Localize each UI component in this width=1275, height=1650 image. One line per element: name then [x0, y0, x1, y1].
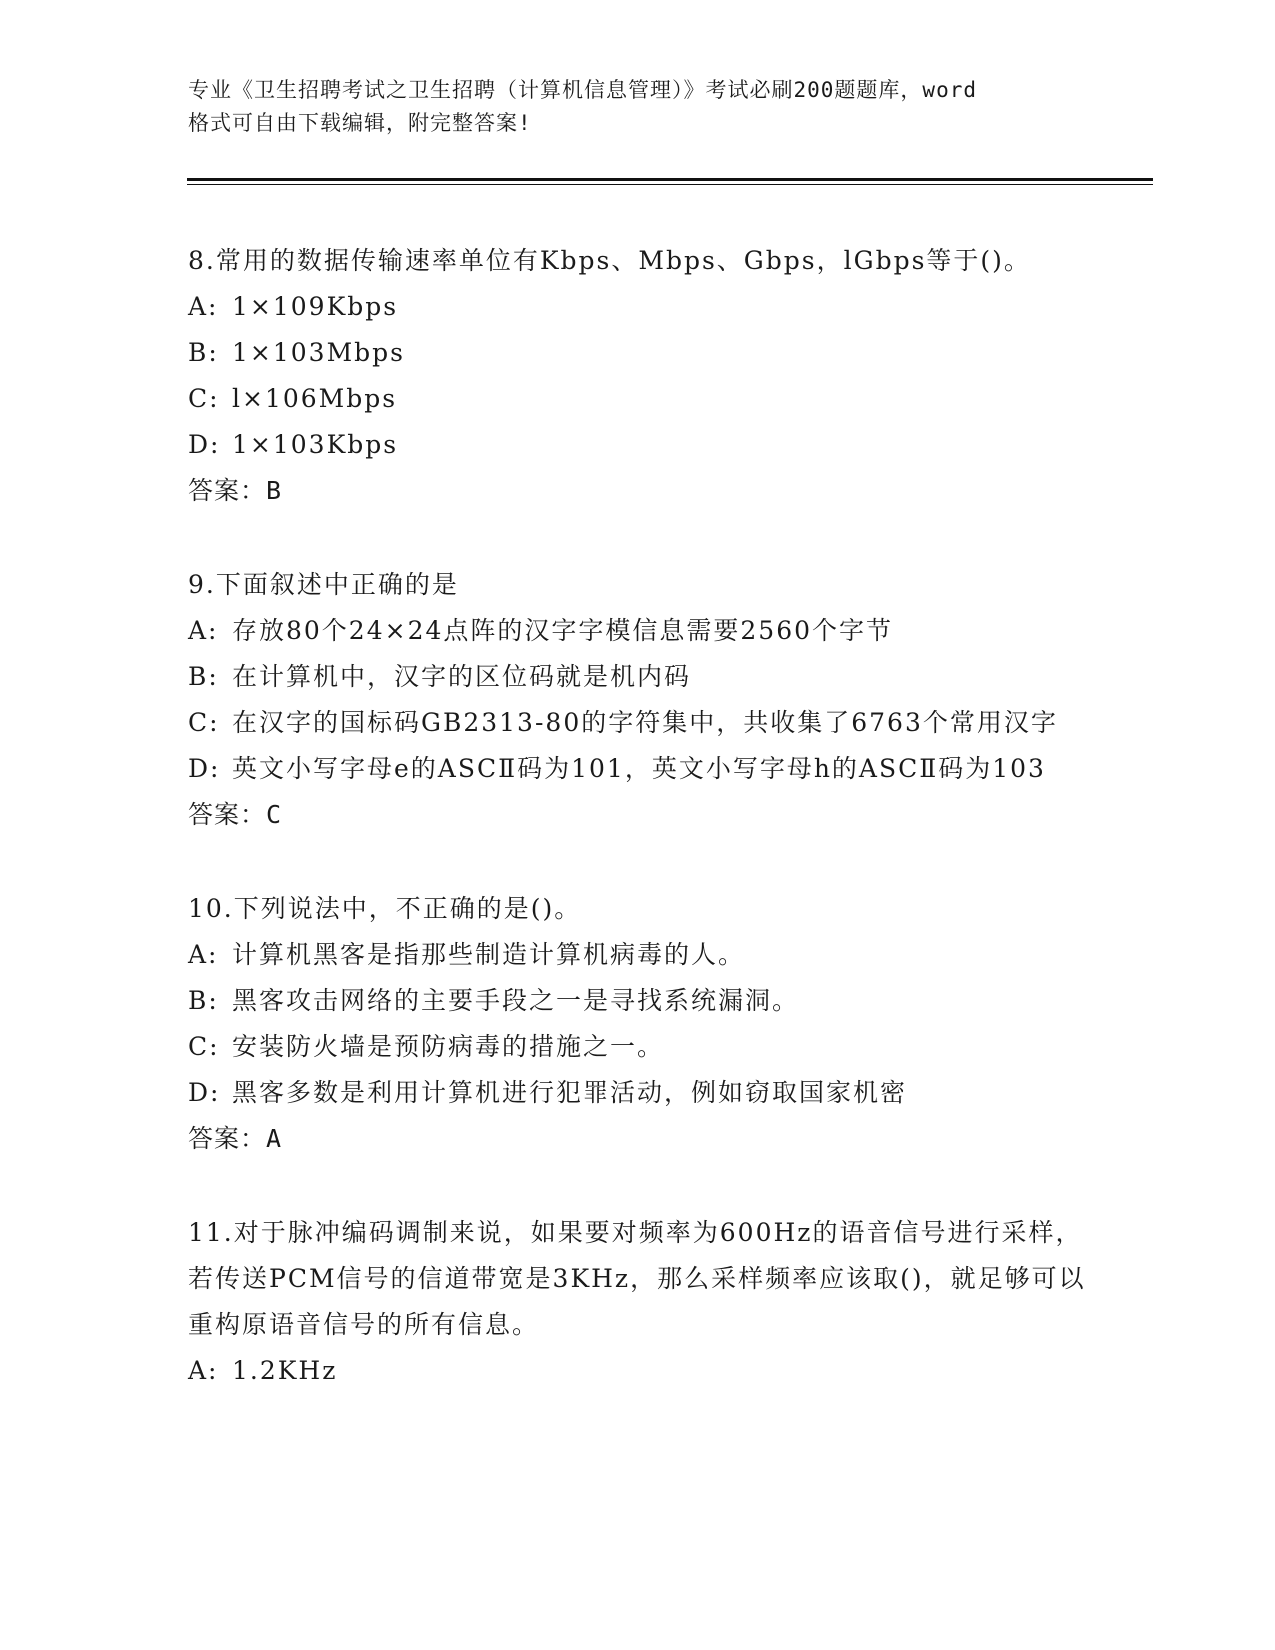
header-divider-thin — [187, 184, 1153, 185]
question-9 — [188, 562, 1088, 838]
option-b — [188, 978, 1088, 1024]
question-11 — [188, 1210, 1088, 1394]
answer: 答案：A — [188, 1124, 283, 1153]
option-text: 1×103Mbps — [232, 338, 406, 367]
option-label: A: — [188, 940, 219, 969]
option-text: 1.2KHz — [232, 1356, 338, 1385]
option-label: A: — [188, 616, 219, 645]
option-text: 安装防火墙是预防病毒的措施之一。 — [232, 1032, 665, 1061]
option-label: C: — [188, 708, 220, 737]
option-text: 黑客多数是利用计算机进行犯罪活动，例如窃取国家机密 — [232, 1078, 908, 1107]
option-text: 1×109Kbps — [232, 292, 399, 321]
option-d — [188, 422, 1088, 468]
option-label: A: — [188, 1356, 219, 1385]
option-text: 在汉字的国标码GB2313-80的字符集中，共收集了6763个常用汉字 — [232, 708, 1058, 737]
option-label: D: — [188, 754, 221, 783]
option-text: 计算机黑客是指那些制造计算机病毒的人。 — [232, 940, 746, 969]
header-line-1: 专业《卫生招聘考试之卫生招聘（计算机信息管理）》考试必刷200题题库，word — [188, 78, 977, 102]
option-label: B: — [188, 662, 219, 691]
option-a — [188, 932, 1088, 978]
question-stem: 8.常用的数据传输速率单位有Kbps、Mbps、Gbps，lGbps等于()。 — [188, 246, 1031, 275]
option-c — [188, 1024, 1088, 1070]
option-text: 1×103Kbps — [232, 430, 399, 459]
option-a — [188, 1348, 1088, 1394]
option-c — [188, 376, 1088, 422]
option-text: 在计算机中，汉字的区位码就是机内码 — [232, 662, 692, 691]
header-divider-thick — [187, 178, 1153, 181]
option-label: C: — [188, 1032, 220, 1061]
option-a — [188, 608, 1088, 654]
answer: 答案：C — [188, 800, 283, 829]
option-text: l×106Mbps — [232, 384, 398, 413]
option-b — [188, 330, 1088, 376]
question-stem: 11.对于脉冲编码调制来说，如果要对频率为600Hz的语音信号进行采样，若传送PCM信号的信道带宽是3KHz，那么采样频率应该取()，就足够可以重构原语音信号的所有信息。 — [188, 1218, 1086, 1339]
option-label: D: — [188, 1078, 221, 1107]
question-10 — [188, 886, 1088, 1162]
question-list — [188, 238, 1088, 1442]
option-d — [188, 1070, 1088, 1116]
document-header — [188, 74, 1088, 140]
option-c — [188, 700, 1088, 746]
answer: 答案：B — [188, 476, 283, 505]
option-b — [188, 654, 1088, 700]
question-8 — [188, 238, 1088, 514]
option-label: B: — [188, 338, 219, 367]
option-text: 英文小写字母e的ASCⅡ码为101，英文小写字母h的ASCⅡ码为103 — [232, 754, 1046, 783]
option-label: D: — [188, 430, 221, 459]
option-label: B: — [188, 986, 219, 1015]
option-label: C: — [188, 384, 220, 413]
question-stem: 9.下面叙述中正确的是 — [188, 570, 459, 599]
question-stem: 10.下列说法中，不正确的是()。 — [188, 894, 582, 923]
option-text: 黑客攻击网络的主要手段之一是寻找系统漏洞。 — [232, 986, 800, 1015]
option-label: A: — [188, 292, 219, 321]
option-text: 存放80个24×24点阵的汉字字模信息需要2560个字节 — [232, 616, 894, 645]
option-d — [188, 746, 1088, 792]
option-a — [188, 284, 1088, 330]
header-line-2: 格式可自由下载编辑，附完整答案! — [188, 111, 532, 135]
